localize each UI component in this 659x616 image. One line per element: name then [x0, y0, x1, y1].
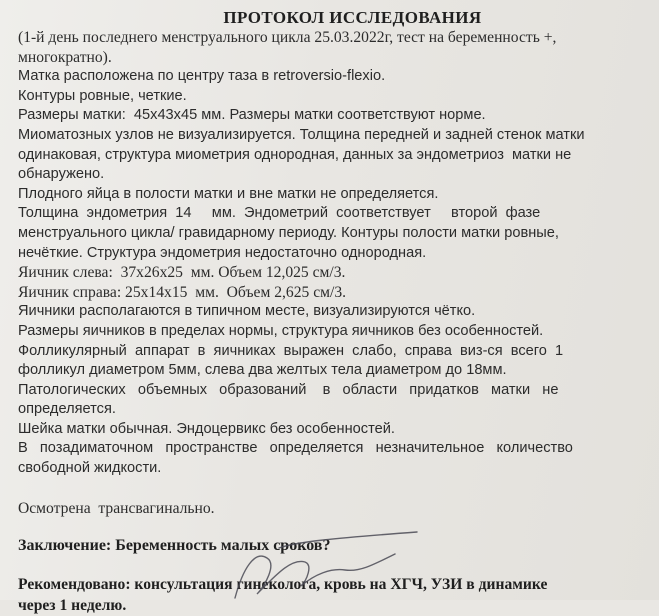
text-line-6: Миоматозных узлов не визуализируется. Толщина передней и задней стенок матки	[18, 126, 585, 143]
text-line-8: обнаружено.	[18, 166, 105, 183]
text-line-17: Фолликулярный аппарат в яичниках выражен слабо, справа виз-ся всего 1	[18, 342, 564, 359]
text-line-1: (1-й день последнего менструального цикла 25.03.2022г, тест на беременность +,	[18, 29, 557, 46]
text-line-14: Яичник справа: 25x14x15 мм. Объем 2,625 см/3.	[18, 283, 347, 301]
exam-method: Осмотрена трансвагинально.	[18, 499, 215, 517]
conclusion: Заключение: Беременность малых сроков?	[18, 537, 331, 555]
text-line-9: Плодного яйца в полости матки и вне матки не определяется.	[18, 185, 439, 202]
text-line-11: менструального цикла/ гравидарному периоду. Контуры полости матки ровные,	[18, 224, 559, 241]
document-title: ПРОТОКОЛ ИССЛЕДОВАНИЯ	[223, 8, 482, 27]
text-line-23: свободной жидкости.	[18, 460, 162, 477]
text-line-4: Контуры ровные, четкие.	[18, 87, 187, 104]
text-line-7: одинаковая, структура миометрия однородная, данных за эндометриоз матки не	[18, 146, 572, 163]
text-line-13: Яичник слева: 37x26x25 мм. Объем 12,025 см/3.	[18, 264, 346, 282]
text-line-5: Размеры матки: 45x43x45 мм. Размеры матки соответствуют норме.	[18, 107, 486, 124]
text-line-15: Яичники располагаются в типичном месте, визуализируются чётко.	[18, 303, 476, 320]
text-line-10: Толщина эндометрия 14 мм. Эндометрий соответствует второй фазе	[18, 205, 541, 222]
text-line-12: нечёткие. Структура эндометрия недостаточно однородная.	[18, 244, 427, 261]
text-line-19: Патологических объемных образований в области придатков матки не	[18, 381, 559, 398]
text-line-22: В позадиматочном пространстве определяется незначительное количество	[18, 440, 573, 457]
recommendation-line-1: Рекомендовано: консультация гинеколога, кровь на ХГЧ, УЗИ в динамике	[18, 576, 548, 594]
recommendation-line-2: через 1 неделю.	[18, 597, 127, 615]
text-line-3: Матка расположена по центру таза в retroversio-flexio.	[18, 68, 386, 85]
text-line-16: Размеры яичников в пределах нормы, структура яичников без особенностей.	[18, 322, 544, 339]
text-line-2: многократно).	[18, 48, 112, 66]
text-line-20: определяется.	[18, 401, 116, 418]
text-line-18: фолликул диаметром 5мм, слева два желтых тела диаметром до 18мм.	[18, 362, 507, 379]
text-line-21: Шейка матки обычная. Эндоцервикс без особенностей.	[18, 420, 395, 437]
